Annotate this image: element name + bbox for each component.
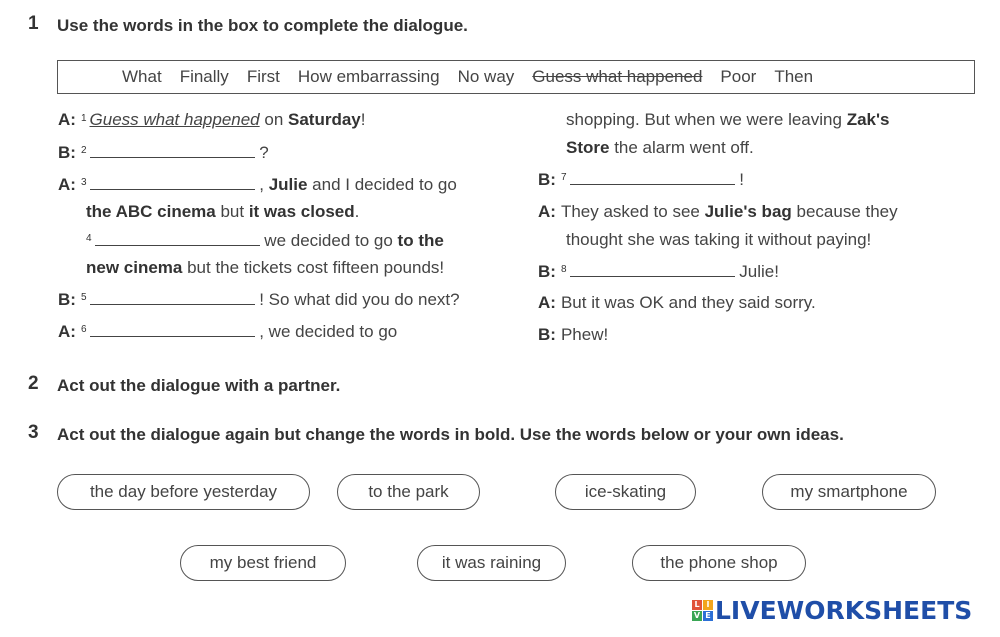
dialogue-text: , [254,175,269,194]
gap-number: 6 [80,324,87,335]
bold-word: Saturday [288,110,361,129]
exercise-2-number: 2 [28,373,39,394]
speaker-label: A: [58,110,76,129]
gap-number: 8 [560,264,567,275]
option-pill: to the park [337,474,480,510]
logo-mark-letter: E [703,611,713,621]
logo-mark-icon [692,600,713,621]
option-pill: ice-skating [555,474,696,510]
speaker-label: B: [538,262,556,281]
word-box-item: No way [457,67,515,86]
gap-number: 1 [80,113,87,124]
dialogue-text: Julie! [734,262,779,281]
logo-mark-letter: L [692,600,702,610]
dialogue-text: But it was OK and they said sorry. [560,293,816,312]
bold-word: it was closed [248,202,355,221]
word-box-item: What [122,67,162,86]
option-pill: the phone shop [632,545,806,581]
dialogue-line-2 [58,141,269,164]
dialogue-text: ! So what did you do next? [254,290,460,309]
logo-mark-letter: I [703,600,713,610]
speaker-label: A: [538,202,556,221]
gap-number: 4 [86,233,92,244]
gap-number: 5 [80,292,87,303]
dialogue-line-r2 [566,137,754,159]
dialogue-line-3 [58,173,457,196]
gap-number: 2 [80,145,87,156]
dialogue-text: but [215,202,249,221]
example-answer: Guess what happened [89,110,260,129]
dialogue-line-4 [86,201,359,223]
answer-gap-7[interactable] [570,168,735,185]
dialogue-text: , we decided to go [254,322,398,341]
word-box-item: First [246,67,280,86]
dialogue-line-6 [86,257,444,279]
dialogue-line-r8 [538,324,608,346]
exercise-3-number: 3 [28,422,39,443]
dialogue-line-1 [58,109,365,131]
speaker-label: B: [58,143,76,162]
bold-word: Store [566,138,610,157]
bold-word: Zak's [846,110,890,129]
dialogue-text: shopping. But when we were leaving [566,110,847,129]
dialogue-line-7 [58,288,460,311]
bold-word: new cinema [86,258,183,277]
dialogue-text: ? [254,143,269,162]
option-pill: it was raining [417,545,566,581]
speaker-label: B: [538,325,556,344]
dialogue-text: They asked to see [560,202,705,221]
answer-gap-5[interactable] [90,288,255,305]
option-pill: my smartphone [762,474,936,510]
answer-gap-4[interactable] [95,229,260,246]
dialogue-text: Phew! [560,325,609,344]
dialogue-text: . [354,202,360,221]
dialogue-text: thought she was taking it without paying! [566,230,872,249]
gap-number: 7 [560,172,567,183]
exercise-2-heading: Act out the dialogue with a partner. [57,376,341,395]
liveworksheets-logo [692,596,972,625]
dialogue-line-r7 [538,292,816,314]
dialogue-line-r5 [566,229,871,251]
option-pill: my best friend [180,545,346,581]
dialogue-line-8 [58,320,397,343]
dialogue-text: we decided to go [259,231,398,250]
bold-word: Julie [268,175,308,194]
dialogue-text: but the tickets cost fifteen pounds! [182,258,445,277]
speaker-label: B: [538,170,556,189]
speaker-label: A: [538,293,556,312]
speaker-label: A: [58,175,76,194]
answer-gap-3[interactable] [90,173,255,190]
word-box-item: Finally [179,67,229,86]
word-box-item: How embarrassing [297,67,440,86]
dialogue-text: and I decided to go [307,175,457,194]
word-box-item-struck: Guess what happened [532,67,703,86]
dialogue-line-5 [86,229,444,252]
exercise-1-heading: Use the words in the box to complete the dialogue. [57,16,468,35]
dialogue-text: ! [360,110,366,129]
exercise-1-number: 1 [28,13,39,34]
answer-gap-8[interactable] [570,260,735,277]
answer-gap-2[interactable] [90,141,255,158]
dialogue-text: the alarm went off. [609,138,754,157]
option-pill: the day before yesterday [57,474,310,510]
bold-word: Julie's bag [704,202,792,221]
speaker-label: A: [58,322,76,341]
word-box-item: Then [774,67,814,86]
dialogue-line-r1 [566,109,889,131]
gap-number: 3 [80,177,87,188]
logo-mark-letter: V [693,611,701,620]
answer-gap-6[interactable] [90,320,255,337]
speaker-label: B: [58,290,76,309]
dialogue-text: because they [791,202,898,221]
word-box [57,60,975,94]
bold-word: the ABC cinema [86,202,216,221]
logo-text: LIVEWORKSHEETS [715,596,973,625]
dialogue-line-r6 [538,260,779,283]
dialogue-line-r3 [538,168,744,191]
dialogue-text: on [259,110,288,129]
dialogue-text: ! [734,170,744,189]
bold-word: to the [397,231,444,250]
dialogue-line-r4 [538,201,898,223]
word-box-item: Poor [720,67,757,86]
exercise-3-heading: Act out the dialogue again but change the words in bold. Use the words below or your own ideas. [57,425,844,444]
